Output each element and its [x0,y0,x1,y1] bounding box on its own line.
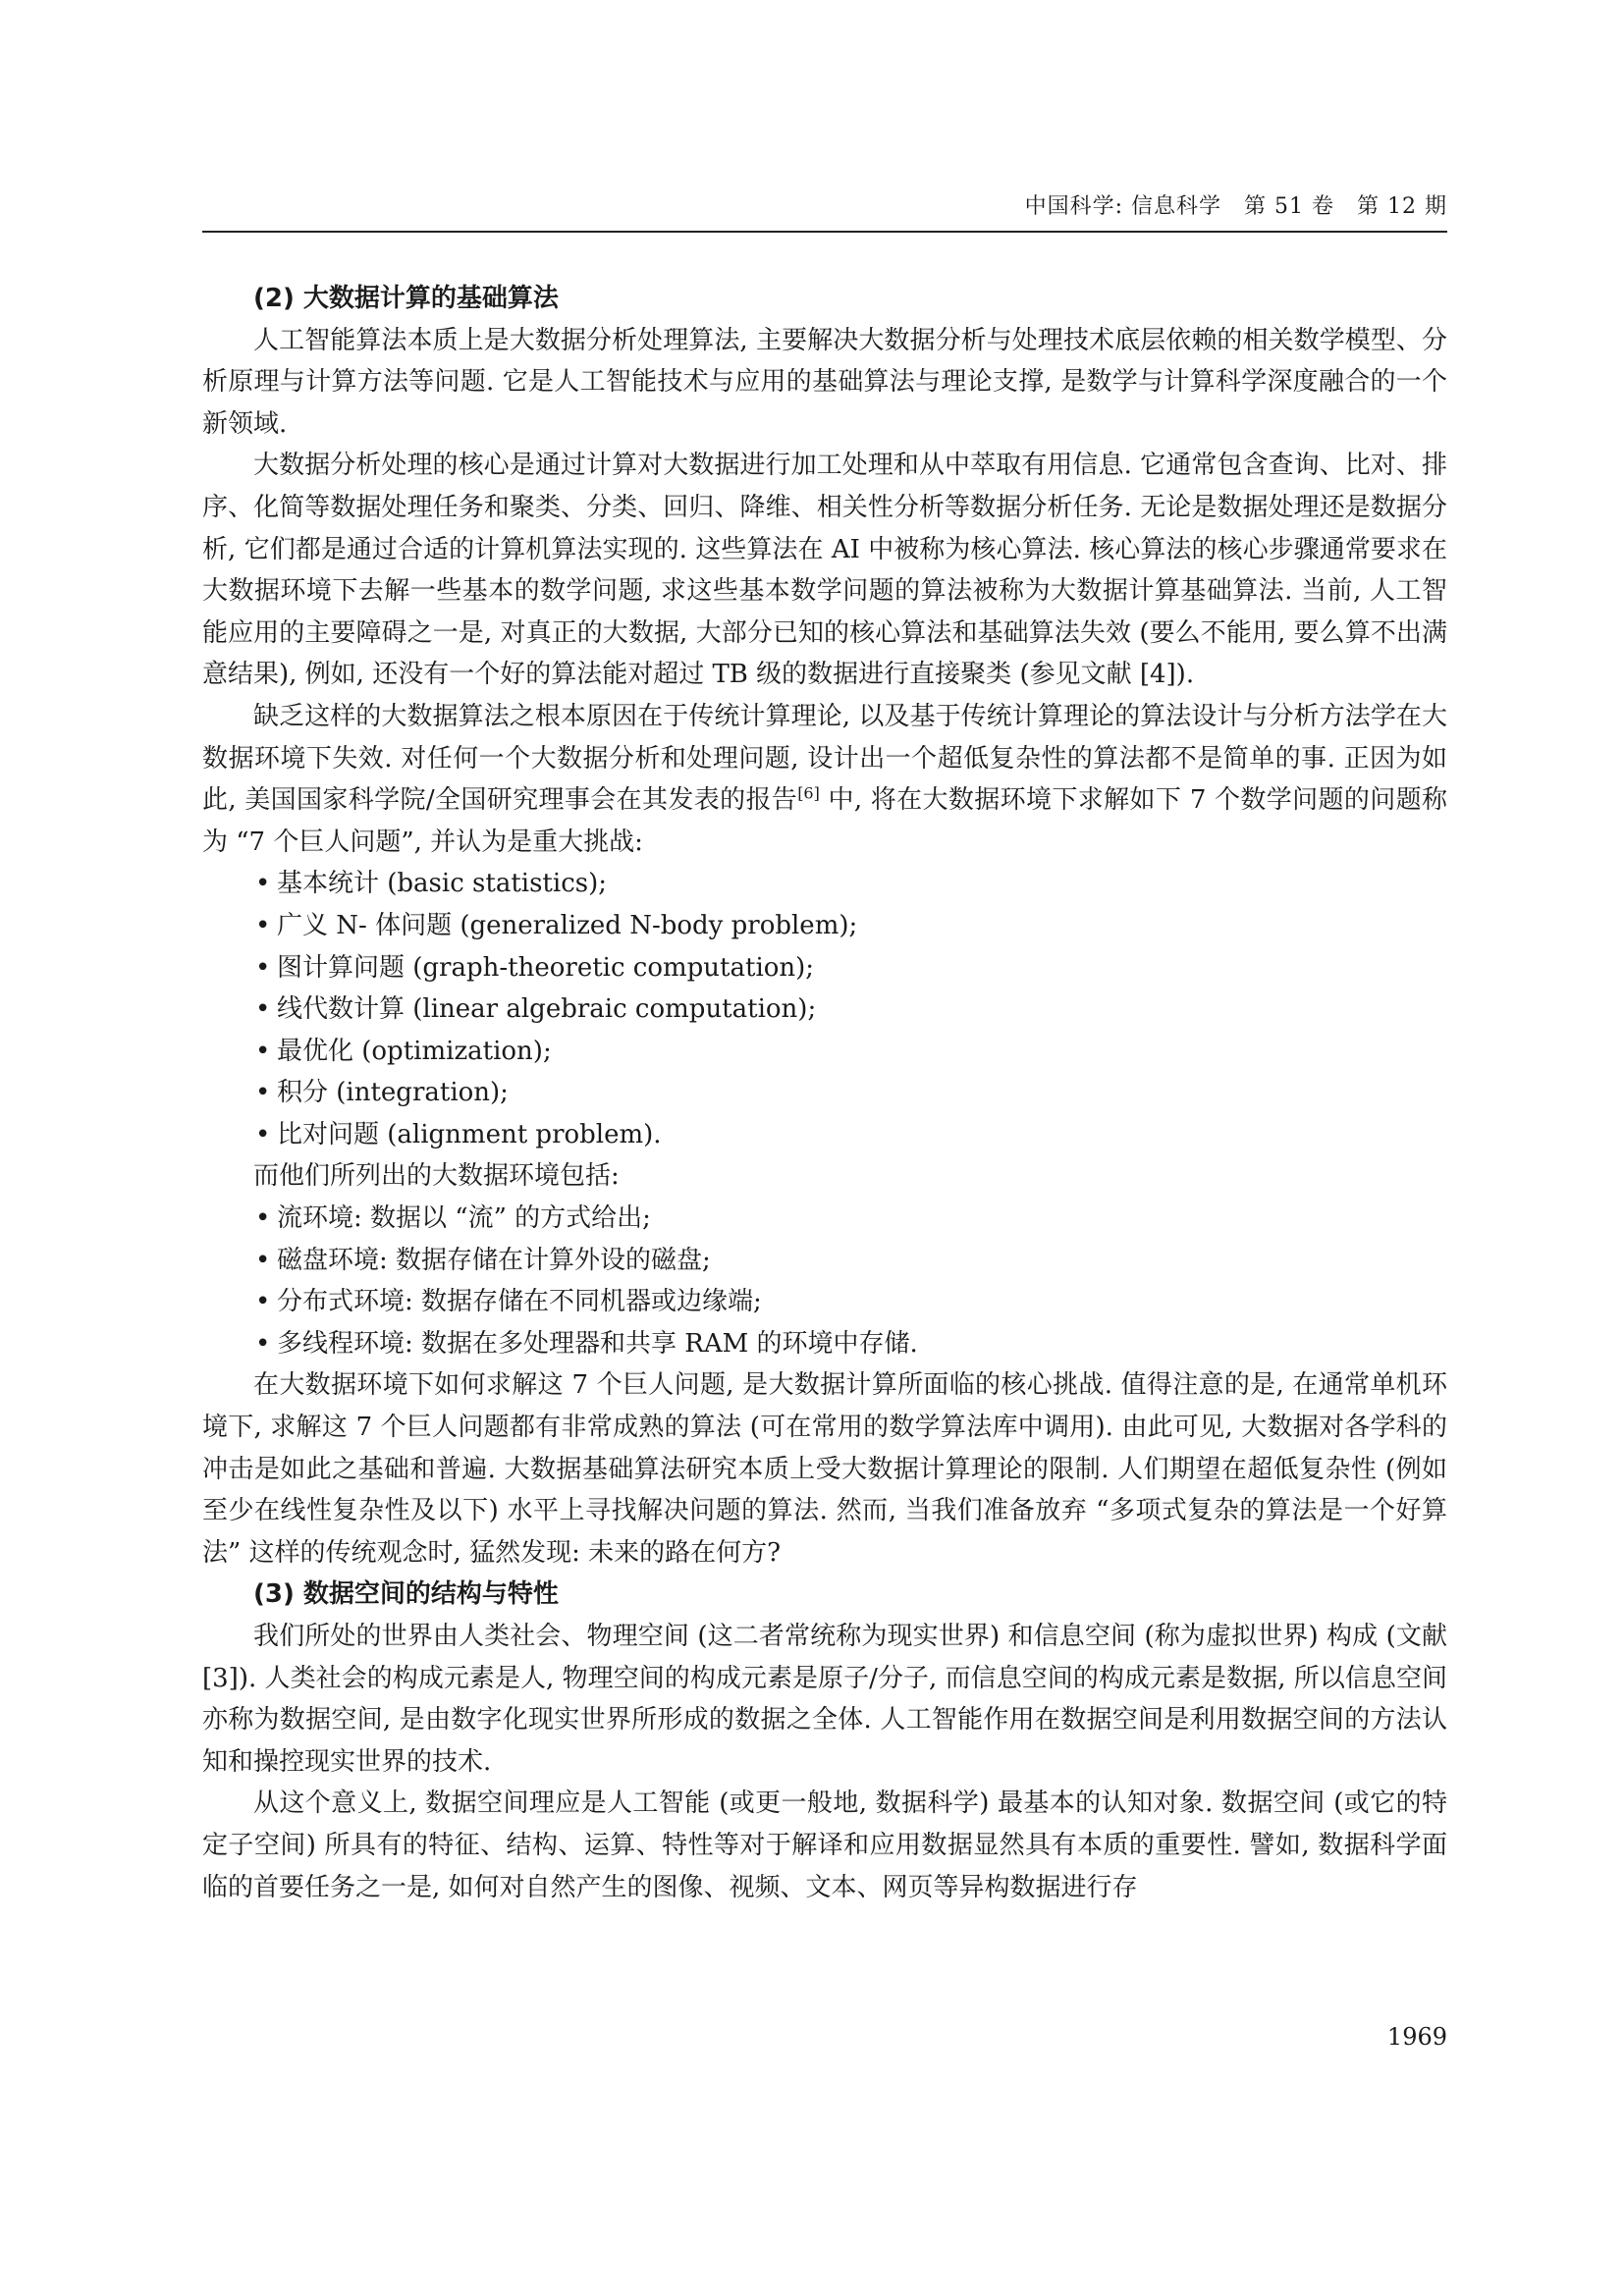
list-item [202,1240,1447,1282]
paragraph [202,696,1447,863]
paragraph: 我们所处的世界由人类社会、物理空间 (这二者常统称为现实世界) 和信息空间 (称为虚拟世界) 构成 (文献 [3]). 人类社会的构成元素是人, 物理空间的构成元素是原子/分子, 而信息空间的构成元素是数据, 所以信息空间亦称为数据空间, 是由数字化现实世界所形成的数据之全体. 人工智能作用在数据空间是利用数据空间的方法认知和操控现实世界的技术. [202,1622,1447,1777]
bullet-icon: • [255,1119,271,1149]
list-item-text: 广义 N- 体问题 (generalized N-body problem); [277,910,858,940]
citation-ref: [6] [797,783,820,803]
list-item-text: 比对问题 (alignment problem). [277,1119,662,1149]
page-number: 1969 [1386,2023,1447,2051]
list-item [202,1198,1447,1240]
bullet-icon: • [255,1078,271,1108]
section-heading-data-space: (3) 数据空间的结构与特性 [253,1579,559,1610]
list-item [202,863,1447,905]
list-item-text: 最优化 (optimization); [277,1036,552,1066]
list-item-text: 分布式环境: 数据存储在不同机器或边缘端; [277,1287,762,1317]
bullet-icon: • [255,869,271,899]
giant-problems-list [202,863,1447,1155]
paragraph: 而他们所列出的大数据环境包括: [253,1161,620,1192]
paragraph: 人工智能算法本质上是大数据分析处理算法, 主要解决大数据分析与处理技术底层依赖的相关数学模型、分析原理与计算方法等问题. 它是人工智能技术与应用的基础算法与理论支撑, 是数学与计算科学深度融合的一个新领域. [202,325,1447,439]
bullet-icon: • [255,994,271,1025]
bullet-icon: • [255,1328,271,1359]
bullet-icon: • [255,1245,271,1275]
bullet-icon: • [255,952,271,983]
article-body [202,278,1447,1908]
journal-running-title: 中国科学: 信息科学 第 51 卷 第 12 期 [1024,194,1447,219]
bullet-icon: • [255,910,271,940]
list-item-text: 多线程环境: 数据在多处理器和共享 RAM 的环境中存储. [277,1328,918,1359]
section-heading-basic-algorithms: (2) 大数据计算的基础算法 [253,284,559,313]
running-header [202,192,1447,230]
list-item [202,1323,1447,1365]
list-item-text: 磁盘环境: 数据存储在计算外设的磁盘; [277,1245,711,1275]
list-item [202,988,1447,1031]
bullet-icon: • [255,1036,271,1066]
list-item [202,947,1447,989]
list-item-text: 线代数计算 (linear algebraic computation); [277,994,817,1025]
list-item [202,1072,1447,1114]
bullet-icon: • [255,1203,271,1234]
list-item-text: 基本统计 (basic statistics); [277,869,608,899]
list-item-text: 积分 (integration); [277,1078,509,1108]
paragraph-text: 缺乏这样的大数据算法之根本原因在于传统计算理论, 以及基于传统计算理论的算法设计与分析方法学在大数据环境下失效. 对任何一个大数据分析和处理问题, 设计出一个超低复杂性的算法都不是简单的事. 正因为如此, 美国国家科学院/全国研究理事会在其发表的报告 [202,701,1447,816]
big-data-environments-list [202,1198,1447,1364]
list-item [202,1114,1447,1156]
list-item-text: 图计算问题 (graph-theoretic computation); [277,952,815,983]
paragraph: 在大数据环境下如何求解这 7 个巨人问题, 是大数据计算所面临的核心挑战. 值得注意的是, 在通常单机环境下, 求解这 7 个巨人问题都有非常成熟的算法 (可在常用的数学算法库中调用). 由此可见, 大数据对各学科的冲击是如此之基础和普遍. 大数据基础算法研究本质上受大数据计算理论的限制. 人们期望在超低复杂性 (例如至少在线性复杂性及以下) 水平上寻找解决问题的算法. 然而, 当我们准备放弃 “多项式复杂的算法是一个好算法” 这样的传统观念时, 猛然发现: 未来的路在何方? [202,1370,1447,1568]
list-item [202,1281,1447,1323]
header-rule [202,231,1447,233]
paragraph-text: 中, 将在大数据环境下求解如下 7 个数学问题的问题称为 “7 个巨人问题”, 并认为是重大挑战: [202,785,1447,857]
paragraph: 从这个意义上, 数据空间理应是人工智能 (或更一般地, 数据科学) 最基本的认知对象. 数据空间 (或它的特定子空间) 所具有的特征、结构、运算、特性等对于解译和应用数据显然具有本质的重要性. 譬如, 数据科学面临的首要任务之一是, 如何对自然产生的图像、视频、文本、网页等异构数据进行存 [202,1789,1447,1902]
bullet-icon: • [255,1287,271,1317]
list-item [202,1031,1447,1073]
paragraph: 大数据分析处理的核心是通过计算对大数据进行加工处理和从中萃取有用信息. 它通常包含查询、比对、排序、化简等数据处理任务和聚类、分类、回归、降维、相关性分析等数据分析任务. 无论是数据处理还是数据分析, 它们都是通过合适的计算机算法实现的. 这些算法在 AI 中被称为核心算法. 核心算法的核心步骤通常要求在大数据环境下去解一些基本的数学问题, 求这些基本数学问题的算法被称为大数据计算基础算法. 当前, 人工智能应用的主要障碍之一是, 对真正的大数据, 大部分已知的核心算法和基础算法失效 (要么不能用, 要么算不出满意结果), 例如, 还没有一个好的算法能对超过 TB 级的数据进行直接聚类 (参见文献 [4]). [202,451,1447,690]
list-item-text: 流环境: 数据以 “流” 的方式给出; [277,1203,651,1234]
list-item [202,905,1447,947]
